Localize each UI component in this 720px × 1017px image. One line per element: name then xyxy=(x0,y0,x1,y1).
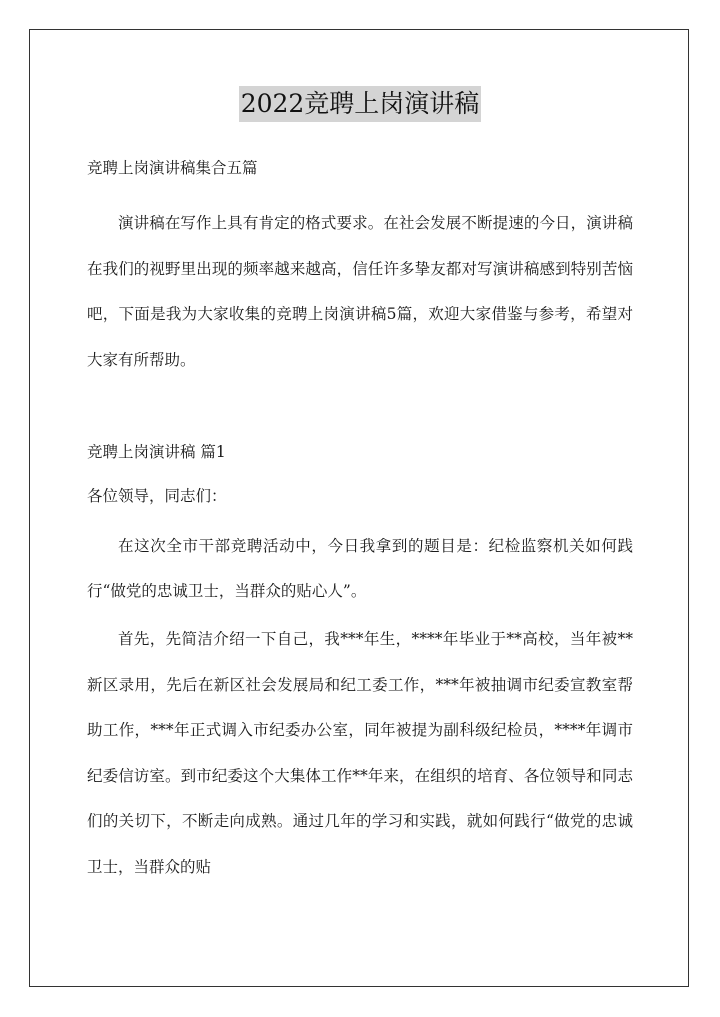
body-paragraph-2: 首先，先简洁介绍一下自己，我***年生，****年毕业于**高校，当年被**新区录用，先后在新区社会发展局和纪工委工作，***年被抽调市纪委宣教室帮助工作，***年正式调入市纪委办公室，同年被提为副科级纪检员，****年调市纪委信访室。到市纪委这个大集体工作**年来，在组织的培育、各位领导和同志们的关切下，不断走向成熟。通过几年的学习和实践，就如何践行“做党的忠诚卫士，当群众的贴 xyxy=(87,630,633,876)
body-paragraph-1: 在这次全市干部竞聘活动中，今日我拿到的题目是：纪检监察机关如何践行“做党的忠诚卫士，当群众的贴心人”。 xyxy=(87,537,633,600)
title-container xyxy=(0,86,720,122)
document-title: 2022竞聘上岗演讲稿 xyxy=(239,86,482,122)
section-heading: 竞聘上岗演讲稿 篇1 xyxy=(87,443,226,461)
document-subtitle: 竞聘上岗演讲稿集合五篇 xyxy=(87,159,258,177)
greeting: 各位领导，同志们： xyxy=(87,487,227,505)
intro-paragraph: 演讲稿在写作上具有肯定的格式要求。在社会发展不断提速的今日，演讲稿在我们的视野里出现的频率越来越高，信任许多挚友都对写演讲稿感到特别苦恼吧，下面是我为大家收集的竞聘上岗演讲稿5篇，欢迎大家借鉴与参考，希望对大家有所帮助。 xyxy=(87,214,633,369)
